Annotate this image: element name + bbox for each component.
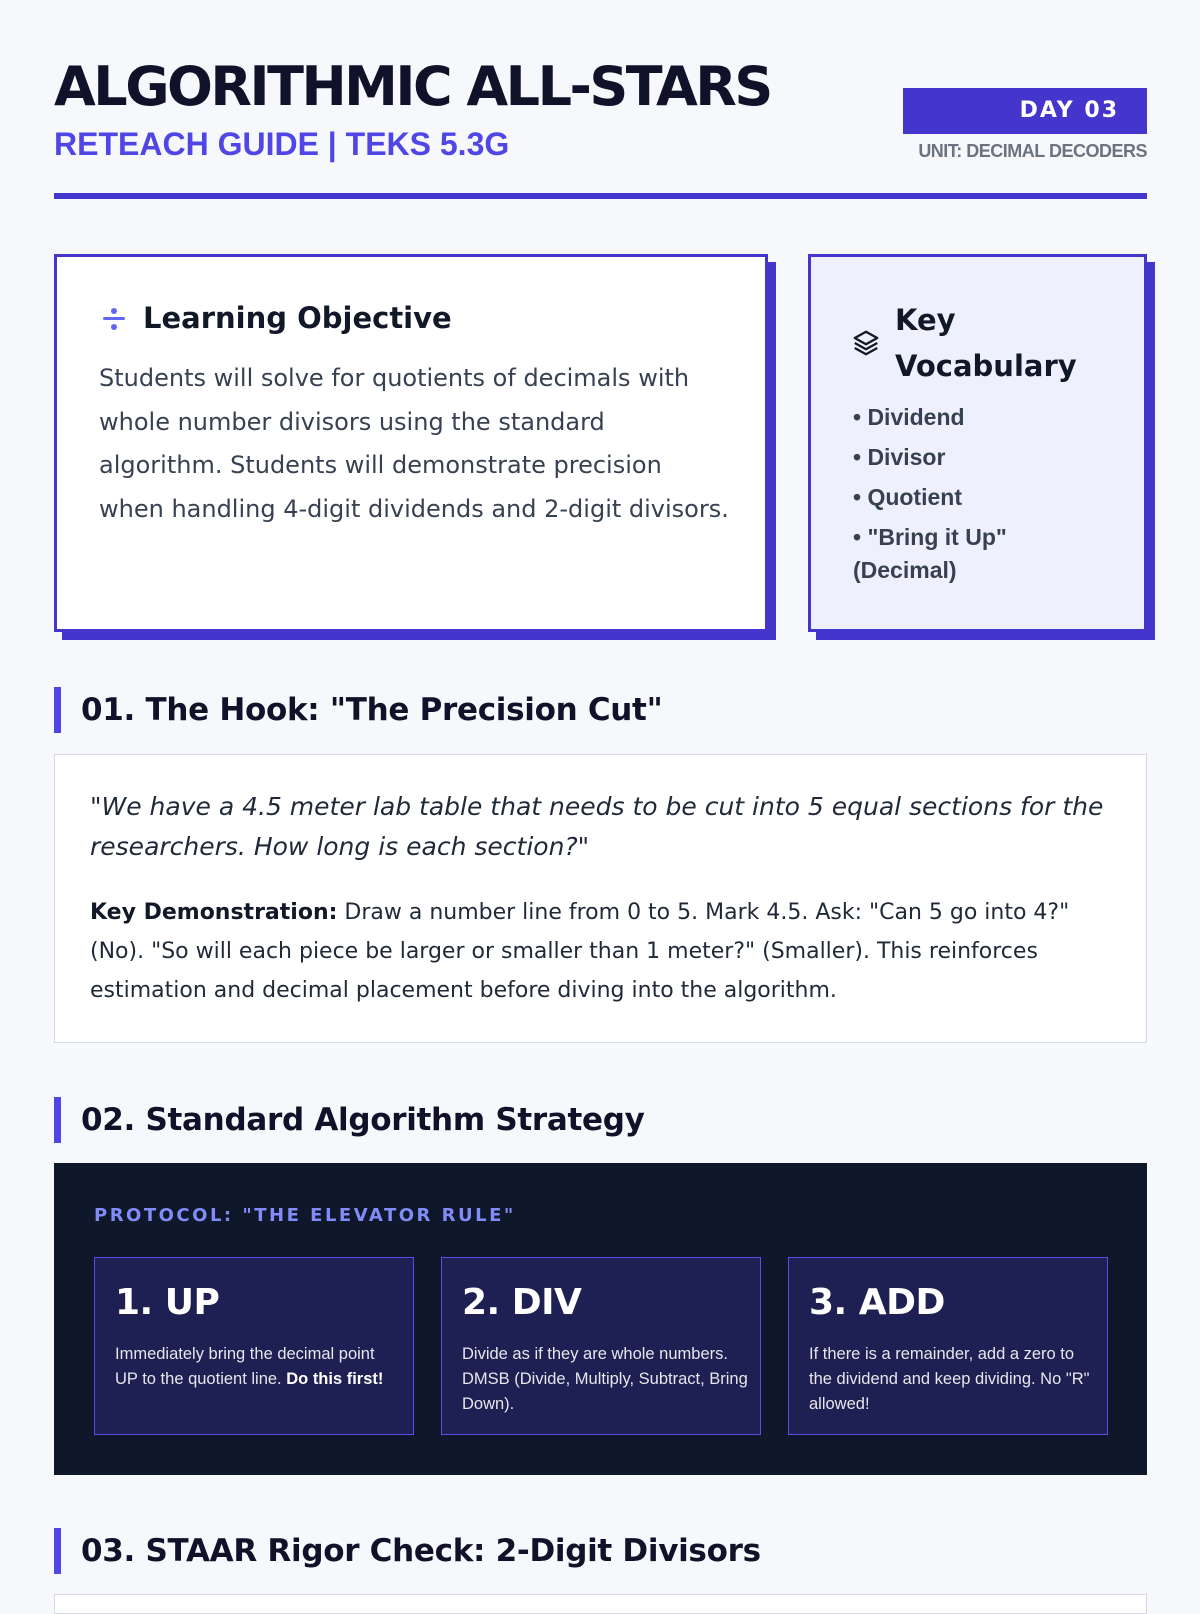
hook-demonstration: [90, 893, 1120, 1010]
vocabulary-item: • Dividend: [853, 404, 965, 430]
hook-box: [54, 754, 1147, 1043]
layers-icon: [851, 328, 881, 358]
key-vocabulary-card: [808, 254, 1147, 632]
key-vocabulary-heading: [851, 297, 1077, 389]
step-description-text: If there is a remainder, add a zero to the dividend and keep dividing. No "R" allowed!: [809, 1345, 1090, 1413]
hook-section-heading: 01. The Hook: "The Precision Cut": [54, 687, 662, 733]
learning-objective-text: Students will solve for quotients of decimals with whole number divisors using the standard algorithm. Students will demonstrate precision when handling 4-digit dividends and 2-digit divisors.: [99, 364, 729, 523]
hook-quote: "We have a 4.5 meter lab table that needs to be cut into 5 equal sections for the researchers. How long is each section?": [90, 792, 1104, 861]
vocabulary-list: [853, 401, 1113, 594]
strategy-box: [54, 1163, 1147, 1475]
hook-demonstration-label: Key Demonstration:: [90, 900, 338, 925]
page-title: ALGORITHMIC ALL-STARS: [54, 55, 771, 118]
step-title: 3. ADD: [809, 1282, 945, 1323]
vocabulary-item: • "Bring it Up" (Decimal): [853, 524, 1007, 583]
hook-demonstration-text: Draw a number line from 0 to 5. Mark 4.5. Ask: "Can 5 go into 4?" (No). "So will each piece be larger or smaller than 1 meter?" (Smaller). This reinforces estimation and decimal placement before diving into the algorithm.: [90, 900, 1070, 1003]
step-title: 1. UP: [115, 1282, 220, 1323]
header-divider: [54, 193, 1147, 199]
unit-label: UNIT: DECIMAL DECODERS: [918, 141, 1147, 161]
rigor-section-heading: 03. STAAR Rigor Check: 2-Digit Divisors: [54, 1528, 761, 1574]
learning-objective-title: Learning Objective: [143, 301, 452, 335]
step-description: [809, 1342, 1095, 1417]
day-badge: DAY 03: [903, 88, 1147, 134]
step-description-emphasis: Do this first!: [286, 1370, 384, 1388]
step-card-add: [788, 1257, 1108, 1435]
learning-objective-heading: [101, 301, 452, 335]
learning-objective-card: [54, 254, 768, 632]
step-description: [462, 1342, 748, 1417]
page-header: [54, 0, 1147, 200]
vocabulary-item: • Divisor: [853, 444, 946, 470]
step-card-div: [441, 1257, 761, 1435]
strategy-section-heading: 02. Standard Algorithm Strategy: [54, 1097, 645, 1143]
step-description-text: Immediately bring the decimal point UP to the quotient line.: [115, 1345, 375, 1388]
step-card-up: [94, 1257, 414, 1435]
divide-icon: [101, 305, 127, 331]
step-description-text: Divide as if they are whole numbers. DMSB (Divide, Multiply, Subtract, Bring Down).: [462, 1345, 748, 1413]
key-vocabulary-title-line2: Vocabulary: [895, 349, 1077, 383]
page-subtitle: RETEACH GUIDE | TEKS 5.3G: [54, 126, 510, 162]
vocabulary-item: • Quotient: [853, 484, 962, 510]
key-vocabulary-title-line1: Key: [895, 303, 956, 337]
rigor-box: [54, 1594, 1147, 1614]
step-description: [115, 1342, 401, 1392]
protocol-label: PROTOCOL: "THE ELEVATOR RULE": [94, 1205, 516, 1226]
step-title: 2. DIV: [462, 1282, 582, 1323]
reteach-guide-page: [54, 0, 1147, 1569]
